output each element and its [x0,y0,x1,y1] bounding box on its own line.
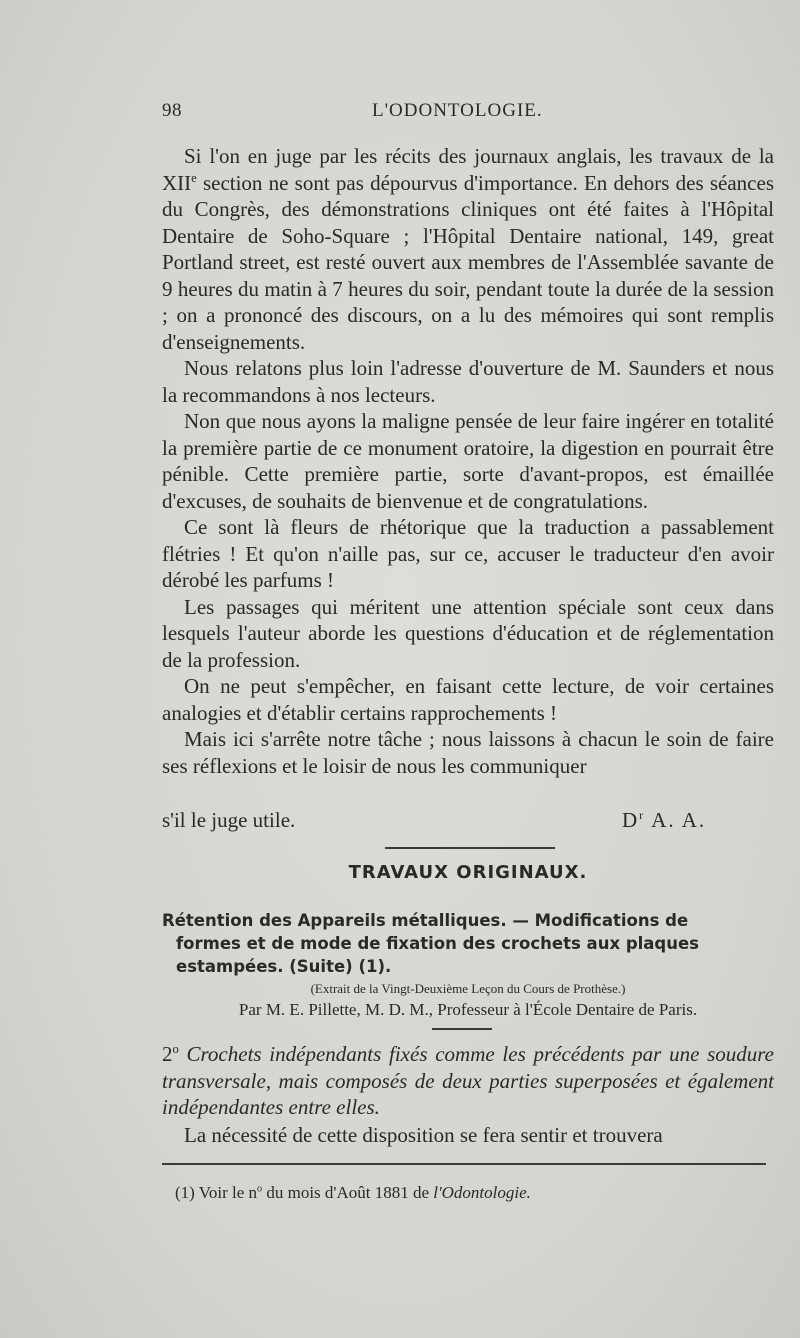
article-subtitle: (Extrait de la Vingt-Deuxième Leçon du Cours de Prothèse.) [310,981,626,996]
footnote: (1) Voir le $n^o$ du mois d'Août 1881 de l'Odontologie. [175,1183,531,1202]
article-title-line-1: Rétention des Appareils métalliques. — Modifications de [162,911,689,930]
footnote-divider [162,1163,766,1165]
page-header [162,100,772,130]
last-paragraph: La nécessité de cette disposition se fera sentir et trouvera [184,1123,663,1147]
paragraph-7: Mais ici s'arrête notre tâche ; nous laissons à chacun le soin de faire ses réflexions et le loisir de nous les communiquer [162,727,774,778]
page-number: 98 [162,100,182,121]
paragraph-6: On ne peut s'empêcher, en faisant cette lecture, de voir certaines analogies et d'établir certains rapprochements ! [162,674,774,725]
body-text [162,143,774,779]
paragraph-1: Si l'on en juge par les récits des journaux anglais, les travaux de la XIIe section ne sont pas dépourvus d'importance. En dehors des séances du Congrès, des démonstrations cliniques ont été faites à l'Hôpital Dentaire de Soho-Square ; l'Hôpital Dentaire national, 149, great Portland street, est resté ouvert aux membres de l'Assemblée savante de 9 heures du matin à 7 heures du soir, pendant toute la durée de la session ; on a prononcé des discours, on a lu des mémoires qui sont remplis d'enseignements. [162,144,774,354]
article-author: Par M. E. Pillette, M. D. M., Professeur à l'École Dentaire de Paris. [238,1000,698,1019]
paragraph-2: Nous relatons plus loin l'adresse d'ouverture de M. Saunders et nous la recommandons à nos lecteurs. [162,356,774,407]
section-divider [385,847,555,849]
author-signature: $D^r$ A. A. [622,808,707,832]
article-title-line-3: estampées. (Suite) (1). [176,957,392,976]
paragraph-4: Ce sont là fleurs de rhétorique que la traduction a passablement flétries ! Et qu'on n'aille pas, sur ce, accuser le traducteur d'en avoir dérobé les parfums ! [162,515,774,592]
italic-paragraph: 2$^o$ Crochets indépendants fixés comme les précédents par une soudure transversale, mais composés de deux parties superposées et également indépendantes entre elles. [162,1042,774,1119]
article-title [162,909,774,978]
paragraph-3: Non que nous ayons la maligne pensée de leur faire ingérer en totalité la première partie de ce monument oratoire, la digestion en pourrait être pénible. Cette première partie, sorte d'avant-propos, est émaillée d'excuses, de souhaits de bienvenue et de congratulations. [162,409,774,513]
paragraph-5: Les passages qui méritent une attention spéciale sont ceux dans lesquels l'auteur aborde les questions d'éducation et de réglementation de la profession. [162,594,774,672]
article-title-line-2: formes et de mode de fixation des crochets aux plaques [176,934,699,953]
author-divider [432,1028,492,1030]
running-title: L'ODONTOLOGIE. [372,100,543,121]
section-title: TRAVAUX ORIGINAUX. [348,862,588,883]
closing-text: s'il le juge utile. [162,808,296,832]
